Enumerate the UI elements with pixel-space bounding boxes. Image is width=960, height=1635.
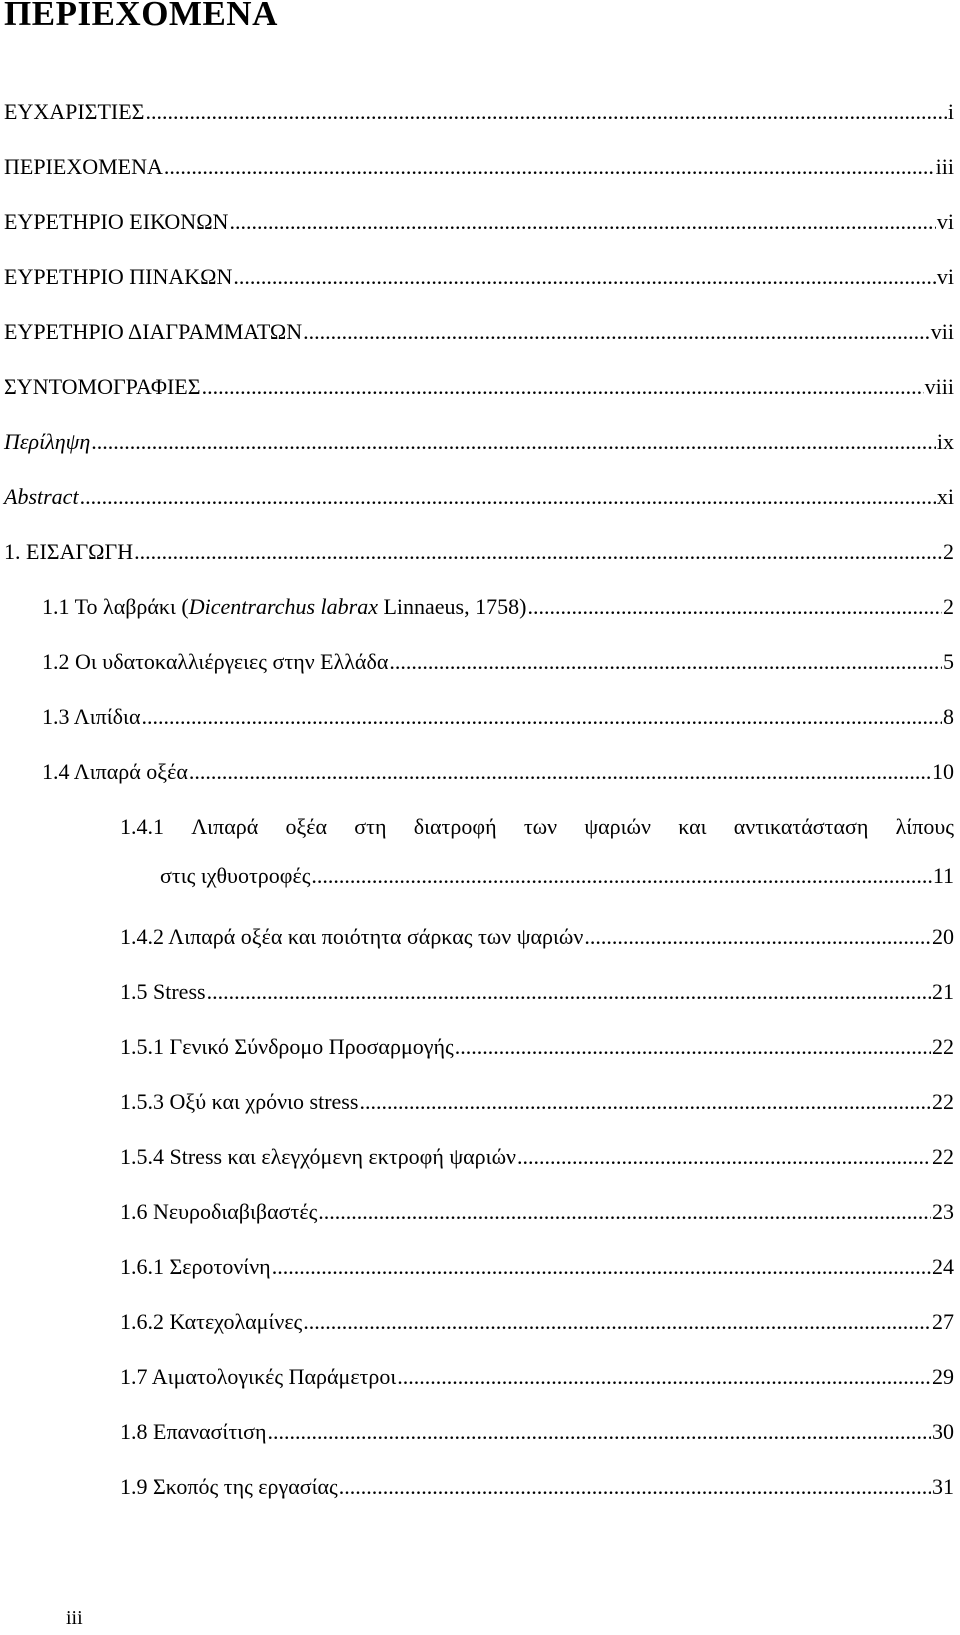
toc-entry-word: αντικατάσταση bbox=[733, 814, 869, 839]
dot-leader bbox=[339, 1473, 931, 1501]
toc-entry-page: xi bbox=[936, 484, 954, 509]
dot-leader bbox=[303, 1308, 931, 1336]
dot-leader bbox=[202, 373, 924, 401]
dot-leader bbox=[455, 1033, 931, 1061]
toc-entry-1-3[interactable] bbox=[42, 703, 954, 731]
toc-entry-page: 22 bbox=[932, 1089, 954, 1114]
toc-entry-word: και bbox=[678, 814, 707, 839]
toc-entry-1-2[interactable] bbox=[42, 648, 954, 676]
toc-entry-label: ΣΥΝΤΟΜΟΓΡΑΦΙΕΣ bbox=[4, 374, 201, 399]
dot-leader bbox=[517, 1143, 931, 1171]
toc-entry-label: Abstract bbox=[4, 484, 79, 509]
toc-entry-1-4-2[interactable] bbox=[120, 923, 954, 951]
toc-entry-label: 1.9 Σκοπός της εργασίας bbox=[120, 1474, 338, 1499]
toc-entry-page: 20 bbox=[932, 924, 954, 949]
toc-entry-label: 1.6.2 Κατεχολαμίνες bbox=[120, 1309, 303, 1334]
toc-entry-page: 30 bbox=[932, 1419, 954, 1444]
species-name: Dicentrarchus labrax bbox=[188, 594, 378, 619]
toc-entry-page: vi bbox=[936, 264, 954, 289]
toc-entry-label: 1.4 Λιπαρά οξέα bbox=[42, 759, 188, 784]
dot-leader bbox=[311, 862, 931, 890]
toc-entry-word: Λιπαρά bbox=[191, 814, 259, 839]
dot-leader bbox=[207, 978, 931, 1006]
dot-leader bbox=[134, 538, 942, 566]
dot-leader bbox=[142, 703, 943, 731]
dot-leader bbox=[584, 923, 931, 951]
toc-entry-page: 11 bbox=[932, 863, 954, 888]
toc-entry-1-5[interactable] bbox=[120, 978, 954, 1006]
toc-entry-label: 1.2 Οι υδατοκαλλιέργειες στην Ελλάδα bbox=[42, 649, 389, 674]
toc-entry-label: 1.3 Λιπίδια bbox=[42, 704, 141, 729]
toc-entry-acknowledgements[interactable] bbox=[4, 98, 954, 126]
toc-entry-1-4[interactable] bbox=[42, 758, 954, 786]
toc-entry-label: ΕΥΡΕΤΗΡΙΟ ΕΙΚΟΝΩΝ bbox=[4, 209, 229, 234]
toc-entry-page: 29 bbox=[932, 1364, 954, 1389]
toc-entry-1-8[interactable] bbox=[120, 1418, 954, 1446]
toc-entry-1-4-1[interactable] bbox=[120, 813, 954, 890]
toc-entry-page: 27 bbox=[932, 1309, 954, 1334]
toc-entry-label: 1.5.1 Γενικό Σύνδρομο Προσαρμογής bbox=[120, 1034, 454, 1059]
toc-entry-page: 31 bbox=[932, 1474, 954, 1499]
toc-entry-page: 23 bbox=[932, 1199, 954, 1224]
dot-leader bbox=[359, 1088, 931, 1116]
toc-entry-label: Περίληψη bbox=[4, 429, 91, 454]
toc-entry-1-1[interactable] bbox=[42, 593, 954, 621]
toc-entry-1-9[interactable] bbox=[120, 1473, 954, 1501]
footer-page-number: iii bbox=[66, 1607, 83, 1629]
toc-entry-word: στη bbox=[354, 814, 387, 839]
toc-entry-page: 10 bbox=[932, 759, 954, 784]
toc-entry-page: 22 bbox=[932, 1034, 954, 1059]
toc-entry-label: 1.6 Νευροδιαβιβαστές bbox=[120, 1199, 318, 1224]
dot-leader bbox=[318, 1198, 931, 1226]
toc-entry-word: των bbox=[523, 814, 558, 839]
toc-entry-label: ΕΥΧΑΡΙΣΤΙΕΣ bbox=[4, 99, 145, 124]
dot-leader bbox=[189, 758, 931, 786]
toc-entry-label-part: 1.1 Το λαβράκι ( bbox=[42, 594, 189, 619]
dot-leader bbox=[145, 98, 946, 126]
toc-entry-page: 8 bbox=[943, 704, 954, 729]
dot-leader bbox=[233, 263, 935, 291]
toc-entry-continuation bbox=[120, 862, 954, 890]
toc-entry-word: λίπους bbox=[895, 814, 954, 839]
toc-entry-label: ΕΥΡΕΤΗΡΙΟ ΔΙΑΓΡΑΜΜΑΤΩΝ bbox=[4, 319, 303, 344]
toc-entry-introduction[interactable] bbox=[4, 538, 954, 566]
toc-entry-abbreviations[interactable] bbox=[4, 373, 954, 401]
toc-entry-1-5-4[interactable] bbox=[120, 1143, 954, 1171]
dot-leader bbox=[272, 1253, 931, 1281]
dot-leader bbox=[164, 153, 935, 181]
toc-entry-index-of-figures[interactable] bbox=[4, 208, 954, 236]
toc-entry-page: 24 bbox=[932, 1254, 954, 1279]
toc-entry-label: 1.4.2 Λιπαρά οξέα και ποιότητα σάρκας των ψαριών bbox=[120, 924, 584, 949]
toc-entry-page: 2 bbox=[943, 594, 954, 619]
toc-entry-1-5-1[interactable] bbox=[120, 1033, 954, 1061]
toc-entry-index-of-diagrams[interactable] bbox=[4, 318, 954, 346]
dot-leader bbox=[527, 593, 942, 621]
dot-leader bbox=[229, 208, 935, 236]
toc-entry-label: 1.6.1 Σεροτονίνη bbox=[120, 1254, 271, 1279]
toc-entry-page: 2 bbox=[943, 539, 954, 564]
toc-entry-page: ix bbox=[936, 429, 954, 454]
dot-leader bbox=[80, 483, 936, 511]
toc-entry-label: 1.5.3 Οξύ και χρόνιο stress bbox=[120, 1089, 359, 1114]
toc-entry-label: 1.5 Stress bbox=[120, 979, 206, 1004]
toc-entry-1-5-3[interactable] bbox=[120, 1088, 954, 1116]
toc-entry-index-of-tables[interactable] bbox=[4, 263, 954, 291]
toc-entry-page: iii bbox=[935, 154, 954, 179]
dot-leader bbox=[389, 648, 942, 676]
toc-entry-page: viii bbox=[924, 374, 954, 399]
toc-entry-label: 1.8 Επανασίτιση bbox=[120, 1419, 267, 1444]
toc-entry-number: 1.4.1 bbox=[120, 814, 164, 839]
toc-entry-label: ΠΕΡΙΕΧΟΜΕΝΑ bbox=[4, 154, 163, 179]
toc-entry-word: οξέα bbox=[285, 814, 328, 839]
toc-entry-page: 21 bbox=[932, 979, 954, 1004]
toc-entry-label: 1.7 Αιματολογικές Παράμετροι bbox=[120, 1364, 397, 1389]
dot-leader bbox=[267, 1418, 931, 1446]
toc-entry-word: ψαριών bbox=[584, 814, 651, 839]
dot-leader bbox=[397, 1363, 931, 1391]
toc-entry-label-part: Linnaeus, 1758) bbox=[377, 594, 527, 619]
toc-entry-label bbox=[42, 593, 526, 621]
toc-entry-label: 1. ΕΙΣΑΓΩΓΗ bbox=[4, 539, 134, 564]
toc-entry-1-6[interactable] bbox=[120, 1198, 954, 1226]
toc-entry-abstract[interactable] bbox=[4, 483, 954, 511]
dot-leader bbox=[91, 428, 936, 456]
toc-entry-page: vi bbox=[936, 209, 954, 234]
toc-entry-page: i bbox=[947, 99, 954, 124]
toc-entry-first-line bbox=[120, 813, 954, 841]
page-title: ΠΕΡΙΕΧΟΜΕΝΑ bbox=[4, 0, 278, 33]
toc-entry-contents[interactable] bbox=[4, 153, 954, 181]
toc-entry-label: ΕΥΡΕΤΗΡΙΟ ΠΙΝΑΚΩΝ bbox=[4, 264, 233, 289]
toc-entry-summary[interactable] bbox=[4, 428, 954, 456]
toc-entry-page: 5 bbox=[943, 649, 954, 674]
toc-entry-1-7[interactable] bbox=[120, 1363, 954, 1391]
toc-entry-label: 1.5.4 Stress και ελεγχόμενη εκτροφή ψαριών bbox=[120, 1144, 516, 1169]
toc-entry-1-6-1[interactable] bbox=[120, 1253, 954, 1281]
toc-entry-page: 22 bbox=[932, 1144, 954, 1169]
toc-entry-1-6-2[interactable] bbox=[120, 1308, 954, 1336]
toc-entry-word: διατροφή bbox=[413, 814, 497, 839]
toc-entry-page: vii bbox=[930, 319, 954, 344]
dot-leader bbox=[303, 318, 930, 346]
toc-entry-label: στις ιχθυοτροφές bbox=[160, 863, 311, 888]
